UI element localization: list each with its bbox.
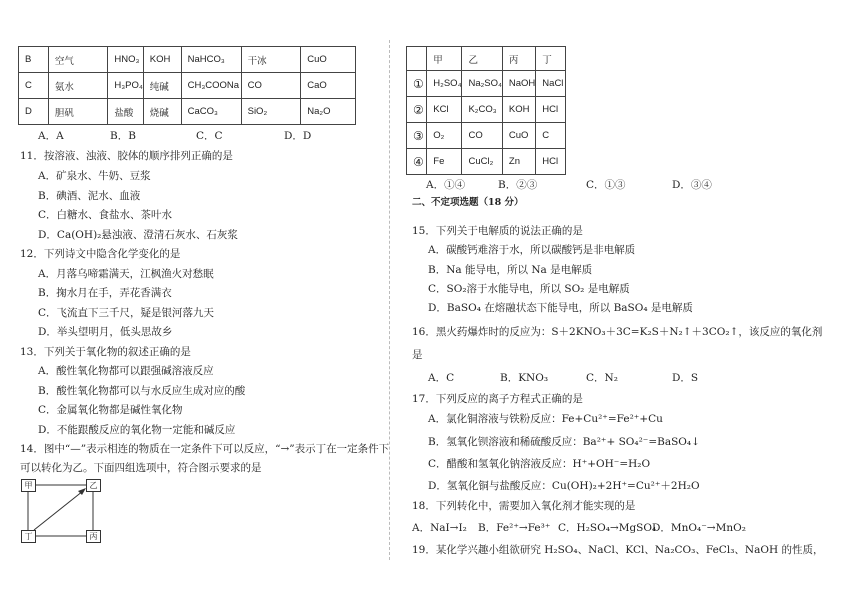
- option: C．SO₂溶于水能导电，所以 SO₂ 是电解质: [428, 283, 630, 295]
- option: B．Fe²⁺→Fe³⁺: [478, 522, 551, 534]
- question-stem: 18．下列转化中，需要加入氧化剂才能实现的是: [412, 500, 636, 512]
- table-cell: Zn: [502, 149, 535, 175]
- table-cell: 胆矾: [48, 99, 108, 125]
- question-stem: 13．下列关于氧化物的叙述正确的是: [20, 346, 191, 358]
- table-cell: CaO: [301, 73, 356, 99]
- table-cell: CuO: [502, 123, 535, 149]
- table-cell: 空气: [48, 47, 108, 73]
- table-cell: HNO₃: [108, 47, 143, 73]
- option: B．碘酒、泥水、血液: [38, 190, 141, 202]
- reaction-diagram: [20, 478, 100, 544]
- option: C．醋酸和氢氧化钠溶液反应：H⁺+OH⁻=H₂O: [428, 458, 651, 470]
- table-cell: SiO₂: [241, 99, 301, 125]
- option: A．C: [428, 372, 455, 384]
- table-cell: H₂SO₄: [427, 71, 462, 97]
- option: B．酸性氧化物都可以与水反应生成对应的酸: [38, 385, 246, 397]
- table-cell: 氨水: [48, 73, 108, 99]
- table-cell: KOH: [143, 47, 181, 73]
- table-row: [19, 73, 356, 99]
- question-stem-cont: 可以转化为乙。下面四组选项中，符合图示要求的是: [20, 462, 262, 474]
- option: A．月落乌啼霜满天，江枫渔火对愁眠: [38, 268, 214, 280]
- option: A．NaI→I₂: [412, 522, 467, 534]
- table-header-cell: 乙: [462, 47, 502, 71]
- option: C．①③: [586, 179, 626, 191]
- option: C．C: [196, 130, 223, 142]
- table-cell: NaCl: [536, 71, 566, 97]
- table-cell: CuCl₂: [462, 149, 502, 175]
- table-row: [19, 99, 356, 125]
- table-cell: Fe: [427, 149, 462, 175]
- right-table: [406, 46, 566, 175]
- table-header-cell: 甲: [427, 47, 462, 71]
- option: D．不能跟酸反应的氧化物一定能和碱反应: [38, 424, 236, 436]
- option: D．氢氧化铜与盐酸反应：Cu(OH)₂+2H⁺=Cu²⁺＋2H₂O: [428, 480, 700, 492]
- table-cell: HCl: [536, 149, 566, 175]
- table-cell: C: [536, 123, 566, 149]
- table-header-row: [407, 47, 566, 71]
- table-row: [19, 47, 356, 73]
- diagram-node-jia: 甲: [21, 479, 36, 492]
- table-cell: O₂: [427, 123, 462, 149]
- question-stem: 17．下列反应的离子方程式正确的是: [412, 393, 583, 405]
- table-cell: CH₃COONa: [181, 73, 241, 99]
- section-title: 二、不定项选题（18 分）: [412, 197, 524, 208]
- table-cell: 烧碱: [143, 99, 181, 125]
- diagram-node-ding: 丁: [21, 530, 36, 543]
- option: B．②③: [498, 179, 538, 191]
- table-cell: KOH: [502, 97, 535, 123]
- option: B．掬水月在手，弄花香满衣: [38, 287, 172, 299]
- option: C．H₂SO₄→MgSO₄: [558, 522, 657, 534]
- table-cell: 盐酸: [108, 99, 143, 125]
- table-row: [407, 71, 566, 97]
- table-cell: ①: [407, 71, 427, 97]
- question-stem: 14．图中“—”表示相连的物质在一定条件下可以反应，“→”表示丁在一定条件下: [20, 443, 390, 455]
- table-cell: C: [19, 73, 49, 99]
- table-header-cell: [407, 47, 427, 71]
- column-divider: [389, 40, 390, 560]
- option: D．Ca(OH)₂悬浊液、澄清石灰水、石灰浆: [38, 229, 238, 241]
- option: B．B: [110, 130, 136, 142]
- option: B．KNO₃: [500, 372, 549, 384]
- table-cell: KCl: [427, 97, 462, 123]
- table-cell: NaOH: [502, 71, 535, 97]
- option: A．氯化铜溶液与铁粉反应：Fe+Cu²⁺=Fe²⁺+Cu: [428, 413, 663, 425]
- question-stem: 16．黑火药爆炸时的反应为：S＋2KNO₃＋3C=K₂S＋N₂↑＋3CO₂↑，该反应的氧化剂: [412, 326, 823, 338]
- option: B．Na 能导电，所以 Na 是电解质: [428, 264, 593, 276]
- table-cell: 纯碱: [143, 73, 181, 99]
- option: C．白糖水、食盐水、茶叶水: [38, 209, 173, 221]
- table-cell: CuO: [301, 47, 356, 73]
- table-cell: HCl: [536, 97, 566, 123]
- table-cell: NaHCO₃: [181, 47, 241, 73]
- option: A．碳酸钙难溶于水，所以碳酸钙是非电解质: [428, 244, 636, 256]
- table-cell: 干冰: [241, 47, 301, 73]
- option: B．氢氧化钡溶液和稀硫酸反应：Ba²⁺+ SO₄²⁻=BaSO₄↓: [428, 436, 700, 448]
- question-stem-cont: 是: [412, 349, 423, 361]
- table-cell: K₂CO₃: [462, 97, 502, 123]
- table-cell: B: [19, 47, 49, 73]
- table-cell: CO: [462, 123, 502, 149]
- table-header-cell: 丁: [536, 47, 566, 71]
- table-cell: ③: [407, 123, 427, 149]
- diagram-node-bing: 丙: [86, 530, 101, 543]
- table-cell: ④: [407, 149, 427, 175]
- option: D．③④: [672, 179, 712, 191]
- question-stem: 15．下列关于电解质的说法正确的是: [412, 225, 583, 237]
- option: A．①④: [426, 179, 466, 191]
- option: A．矿泉水、牛奶、豆浆: [38, 170, 151, 182]
- table-cell: D: [19, 99, 49, 125]
- table-row: [407, 123, 566, 149]
- question-stem: 11．按溶液、浊液、胶体的顺序排列正确的是: [20, 150, 233, 162]
- option: C．N₂: [586, 372, 618, 384]
- option: A．酸性氧化物都可以跟强碱溶液反应: [38, 365, 214, 377]
- option: D．MnO₄⁻→MnO₂: [652, 522, 746, 534]
- table-row: [407, 149, 566, 175]
- table-cell: ②: [407, 97, 427, 123]
- diagram-node-yi: 乙: [86, 479, 101, 492]
- table-cell: CO: [241, 73, 301, 99]
- question-stem: 19．某化学兴趣小组欲研究 H₂SO₄、NaCl、KCl、Na₂CO₃、FeCl₃、NaOH 的性质，: [412, 544, 824, 556]
- table-header-cell: 丙: [502, 47, 535, 71]
- table-cell: CaCO₃: [181, 99, 241, 125]
- option: D．D: [284, 130, 312, 142]
- question-stem: 12．下列诗文中隐含化学变化的是: [20, 248, 181, 260]
- option: A．A: [38, 130, 64, 142]
- option: C．金属氧化物都是碱性氧化物: [38, 404, 183, 416]
- option: D．S: [672, 372, 699, 384]
- table-cell: Na₂SO₄: [462, 71, 502, 97]
- table-cell: H₃PO₄: [108, 73, 143, 99]
- option: C．飞流直下三千尺，疑是银河落九天: [38, 307, 215, 319]
- option: D．BaSO₄ 在熔融状态下能导电，所以 BaSO₄ 是电解质: [428, 302, 693, 314]
- option: D．举头望明月，低头思故乡: [38, 326, 173, 338]
- table-cell: Na₂O: [301, 99, 356, 125]
- table-row: [407, 97, 566, 123]
- left-table: [18, 46, 356, 125]
